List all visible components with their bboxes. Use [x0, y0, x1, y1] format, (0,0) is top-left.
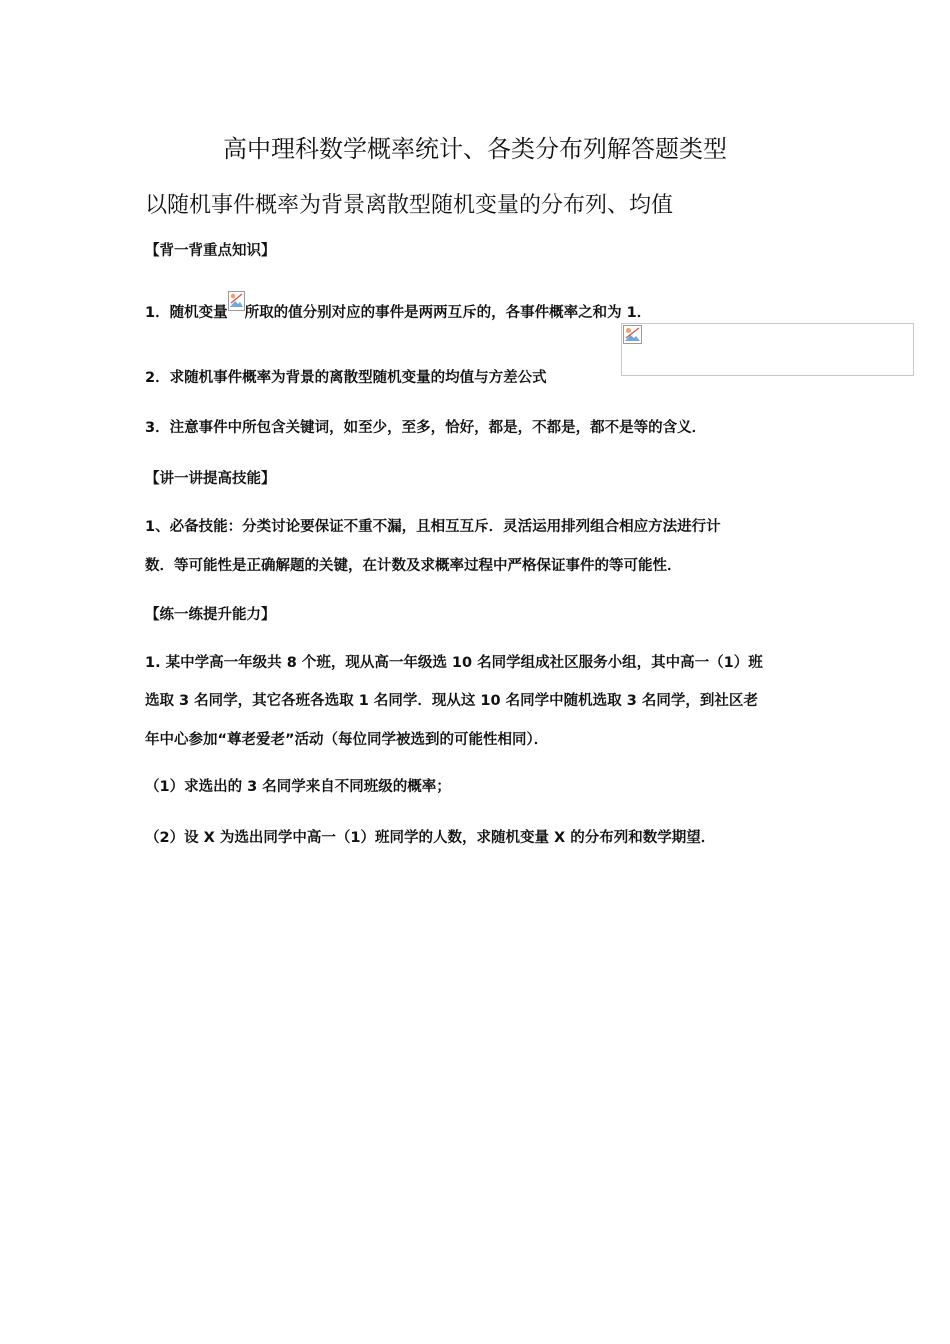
- broken-image-icon: [623, 325, 642, 344]
- knowledge-item-1: [145, 301, 651, 324]
- formula-image-placeholder: [621, 323, 914, 376]
- section-heading-skills: 【讲一讲提高技能】: [145, 471, 276, 487]
- broken-image-icon: [228, 291, 245, 311]
- section-heading-practice: 【练一练提升能力】: [145, 607, 276, 623]
- page-title: 高中理科数学概率统计、各类分布列解答题类型: [223, 135, 727, 163]
- question-1: （1）求选出的 3 名同学来自不同班级的概率；: [145, 779, 451, 795]
- problem-text-line-1: 1. 某中学高一年级共 8 个班，现从高一年级选 10 名同学组成社区服务小组，其中高一（1）班: [145, 655, 763, 671]
- skill-text-line-2: 数．等可能性是正确解题的关键，在计数及求概率过程中严格保证事件的等可能性．: [145, 558, 682, 574]
- knowledge-item-3: 3．注意事件中所包含关键词，如至少，至多，恰好，都是，不都是，都不是等的含义．: [145, 420, 707, 436]
- question-2: （2）设 X 为选出同学中高一（1）班同学的人数，求随机变量 X 的分布列和数学期望．: [145, 830, 716, 846]
- item1-suffix: 所取的值分别对应的事件是两两互斥的，各事件概率之和为 1．: [244, 305, 652, 321]
- skill-text-line-1: 1、必备技能：分类讨论要保证不重不漏，且相互互斥．灵活运用排列组合相应方法进行计: [145, 519, 721, 535]
- section-heading-knowledge: 【背一背重点知识】: [145, 243, 276, 259]
- item1-prefix: 1．随机变量: [145, 305, 228, 321]
- section-subtitle: 以随机事件概率为背景离散型随机变量的分布列、均值: [145, 193, 674, 218]
- problem-text-line-3: 年中心参加“尊老爱老”活动（每位同学被选到的可能性相同）．: [145, 732, 549, 748]
- knowledge-item-2: 2．求随机事件概率为背景的离散型随机变量的均值与方差公式: [145, 370, 547, 386]
- problem-text-line-2: 选取 3 名同学，其它各班各选取 1 名同学．现从这 10 名同学中随机选取 3 名同学，到社区老: [145, 693, 758, 709]
